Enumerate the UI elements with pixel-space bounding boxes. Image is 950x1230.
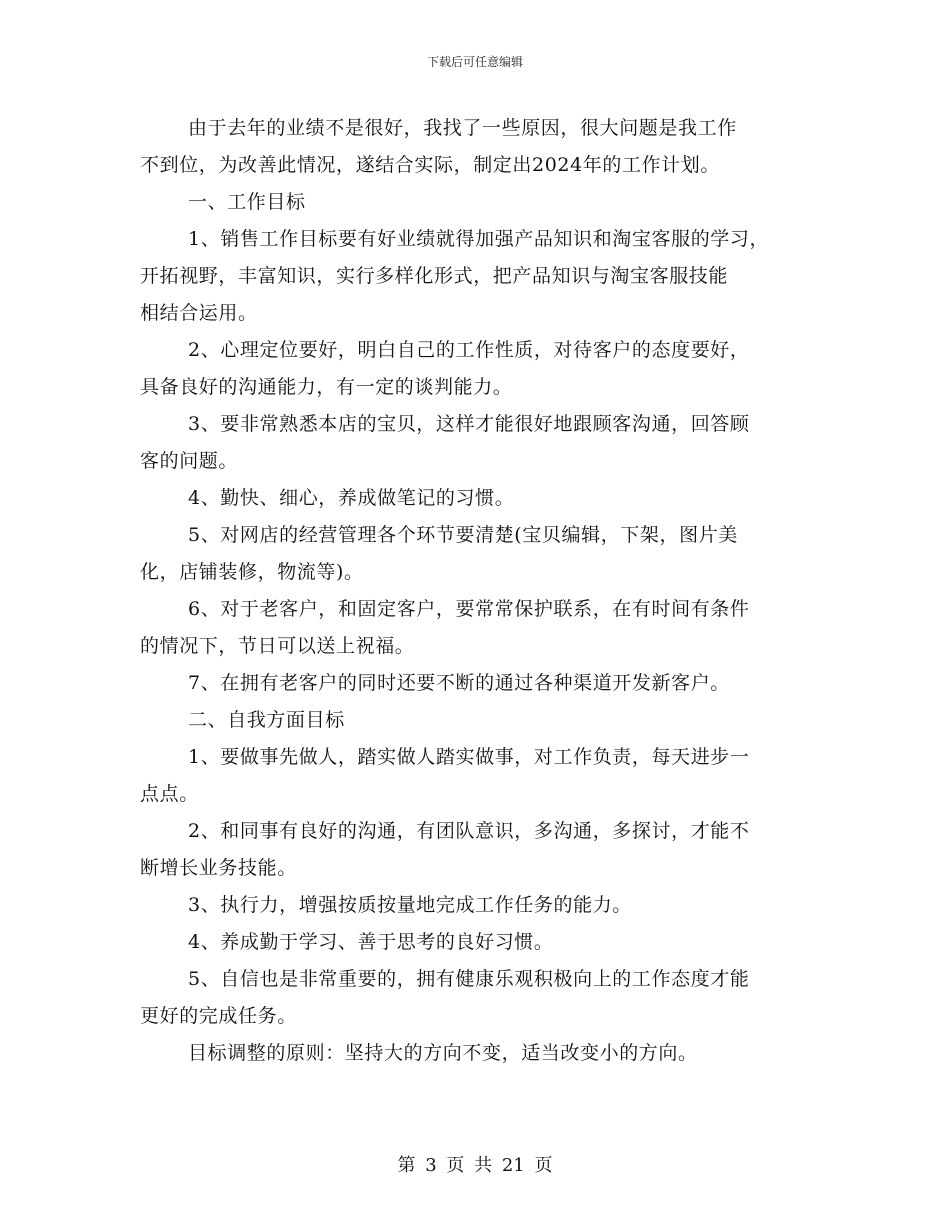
paragraph-intro-line-2: 不到位，为改善此情况，遂结合实际，制定出2024年的工作计划。 xyxy=(140,154,720,176)
work-goal-1-line-1: 1、销售工作目标要有好业绩就得加强产品知识和淘宝客服的学习， xyxy=(188,228,770,250)
document-body xyxy=(140,110,810,1072)
work-goal-3-line-2: 客的问题。 xyxy=(140,450,239,472)
self-goal-1-line-1: 1、要做事先做人，踏实做人踏实做事，对工作负责，每天进步一 xyxy=(188,746,750,768)
work-goal-2-line-1: 2、心理定位要好，明白自己的工作性质，对待客户的态度要好， xyxy=(188,339,750,361)
section-heading-self-goals: 二、自我方面目标 xyxy=(188,709,345,731)
work-goal-6-line-2: 的情况下，节日可以送上祝福。 xyxy=(140,635,415,657)
work-goal-3-line-1: 3、要非常熟悉本店的宝贝，这样才能很好地跟顾客沟通，回答顾 xyxy=(188,413,750,435)
self-goal-5-line-1: 5、自信也是非常重要的，拥有健康乐观积极向上的工作态度才能 xyxy=(188,968,750,990)
paragraph-intro-line-1: 由于去年的业绩不是很好，我找了一些原因，很大问题是我工作 xyxy=(188,117,737,139)
adjustment-principle: 目标调整的原则：坚持大的方向不变，适当改变小的方向。 xyxy=(188,1042,698,1064)
self-goal-5-line-2: 更好的完成任务。 xyxy=(140,1005,297,1027)
self-goal-1-line-2: 点点。 xyxy=(140,783,199,805)
section-heading-work-goals: 一、工作目标 xyxy=(188,191,306,213)
work-goal-2-line-2: 具备良好的沟通能力，有一定的谈判能力。 xyxy=(140,376,513,398)
self-goal-2-line-1: 2、和同事有良好的沟通，有团队意识，多沟通，多探讨，才能不 xyxy=(188,820,750,842)
work-goal-6-line-1: 6、对于老客户，和固定客户，要常常保护联系，在有时间有条件 xyxy=(188,598,750,620)
self-goal-3: 3、执行力，增强按质按量地完成工作任务的能力。 xyxy=(188,894,632,916)
work-goal-5-line-2: 化，店铺装修，物流等)。 xyxy=(140,561,364,583)
self-goal-4: 4、养成勤于学习、善于思考的良好习惯。 xyxy=(188,931,554,953)
self-goal-2-line-2: 断增长业务技能。 xyxy=(140,857,297,879)
work-goal-5-line-1: 5、对网店的经营管理各个环节要清楚(宝贝编辑，下架，图片美 xyxy=(188,524,738,546)
work-goal-1-line-2: 开拓视野，丰富知识，实行多样化形式，把产品知识与淘宝客服技能 xyxy=(140,265,729,287)
page-number: 第 3 页 共 21 页 xyxy=(397,1155,553,1176)
page-header: 下载后可任意编辑 xyxy=(426,55,523,69)
work-goal-7: 7、在拥有老客户的同时还要不断的通过各种渠道开发新客户。 xyxy=(188,672,730,694)
work-goal-1-line-3: 相结合运用。 xyxy=(140,302,258,324)
work-goal-4: 4、勤快、细心，养成做笔记的习惯。 xyxy=(188,487,515,509)
